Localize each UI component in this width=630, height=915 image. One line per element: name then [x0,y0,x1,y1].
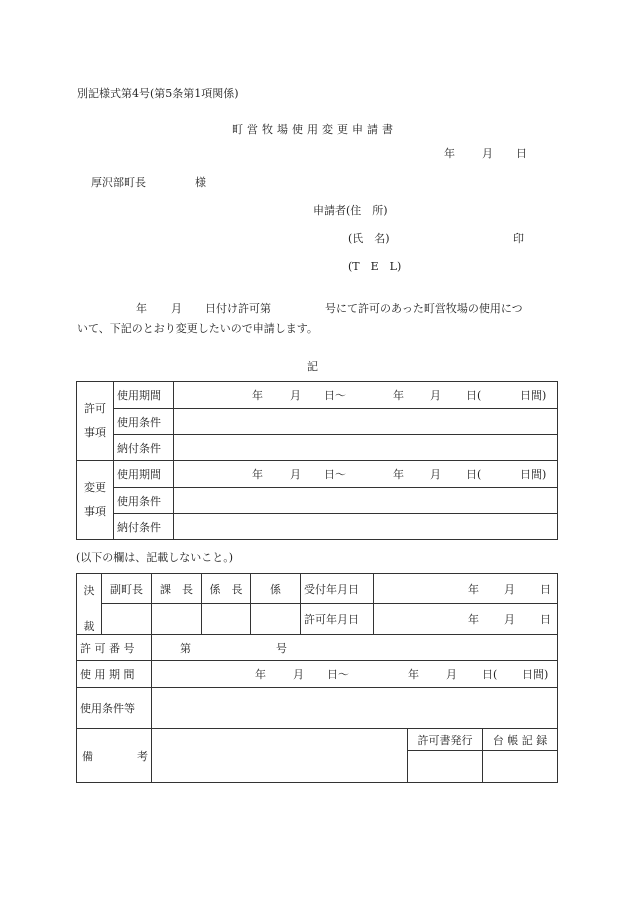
period-year-to: 年 [393,389,404,402]
period-tilde: ～ [335,389,346,402]
conditions-value [152,688,558,729]
table-row [77,488,558,514]
ki-heading: 記 [307,360,318,373]
period-tilde: ～ [335,468,346,481]
period-tilde: ～ [338,668,349,681]
date-day: 日 [540,582,551,596]
period-day-from: 日 [327,668,338,681]
change-row-label: 使用条件 [114,488,174,514]
addressee-name: 厚沢部町長 [91,176,146,189]
table-row [77,729,558,751]
period-month-to: 月 [446,668,457,681]
subsection-chief-stamp [202,604,251,635]
period-days-close: 日間) [520,468,547,481]
permit-heading-2: 事項 [84,426,106,439]
applicant-address-label: 申請者(住 所) [313,204,388,217]
ledger-cell [483,751,558,783]
conditions-label: 使用条件等 [77,688,152,729]
permit-row-label: 納付条件 [114,435,174,461]
change-conditions-value [174,488,558,514]
addressee-honorific: 様 [195,176,206,189]
staff-stamp [251,604,301,635]
remarks-char-2: 考 [137,749,148,763]
period-label: 使 用 期 間 [77,661,152,688]
table-row [77,574,558,604]
staff-header: 係 [251,574,301,604]
date-year: 年 [468,613,479,626]
table-row [77,514,558,540]
table-row [77,661,558,688]
date-year: 年 [468,582,479,596]
permit-row-label: 使用期間 [114,382,174,409]
subsection-chief-header: 係 長 [202,574,251,604]
table-row [77,635,558,661]
kessai-char-2: 裁 [83,620,95,633]
permit-number-label: 許 可 番 号 [77,635,152,661]
period-day-to: 日( [482,668,498,681]
table-row [77,461,558,488]
permit-date-value [374,604,558,635]
period-day-from: 日 [324,468,335,481]
office-use-note: (以下の欄は、記載しないこと。) [76,551,234,564]
applicant-tel-label: (T E L) [348,260,402,273]
deputy-mayor-stamp [102,604,152,635]
permit-number-dai: 第 [180,641,191,655]
period-month-to: 月 [430,468,441,481]
period-year-from: 年 [252,468,263,481]
period-year-from: 年 [255,668,266,681]
section-chief-stamp [152,604,202,635]
period-year-to: 年 [408,668,419,681]
form-title: 町営牧場使用変更申請書 [232,123,397,136]
received-date-label: 受付年月日 [301,574,374,604]
table-row [77,435,558,461]
date-month: 月 [504,582,515,596]
permit-conditions-value [174,409,558,435]
remarks-label [77,729,152,783]
period-month-from: 月 [290,389,301,402]
deputy-mayor-header: 副町長 [102,574,152,604]
change-payment-value [174,514,558,540]
permit-row-label: 使用条件 [114,409,174,435]
permit-heading-1: 許可 [84,402,106,415]
date-month: 月 [482,147,493,160]
date-year: 年 [444,147,455,160]
office-use-table [76,573,558,783]
body-number-text: 号にて許可のあった町営牧場の使用につ [325,302,523,315]
date-month: 月 [504,613,515,626]
date-day: 日 [516,147,527,160]
kessai-char-1: 決 [83,584,95,597]
table-row [77,382,558,409]
form-reference: 別記様式第4号(第5条第1項関係) [77,87,239,100]
table-row [77,604,558,635]
change-items-heading [77,461,114,540]
kessai-heading [77,574,102,635]
change-period-value [174,461,558,488]
date-day: 日 [540,613,551,626]
change-row-label: 使用期間 [114,461,174,488]
table-row [77,688,558,729]
period-year-from: 年 [252,389,263,402]
period-month-to: 月 [430,389,441,402]
table-row [77,409,558,435]
permit-change-table [76,381,558,540]
period-days-close: 日間) [522,668,549,681]
remarks-value [152,729,408,783]
period-value [152,661,558,688]
received-date-value [374,574,558,604]
permit-number-gou: 号 [276,641,287,655]
period-day-to: 日( [466,468,482,481]
permit-period-value [174,382,558,409]
body-month: 月 [171,302,182,315]
period-days-close: 日間) [520,389,547,402]
body-line-2: いて、下記のとおり変更したいので申請します。 [77,322,318,335]
period-month-from: 月 [293,668,304,681]
change-heading-2: 事項 [84,505,106,518]
section-chief-header: 課 長 [152,574,202,604]
change-row-label: 納付条件 [114,514,174,540]
body-year: 年 [136,302,147,315]
permit-number-value [152,635,558,661]
body-day-permit: 日付け許可第 [205,302,271,315]
permit-issue-header: 許可書発行 [408,729,483,751]
period-day-from: 日 [324,389,335,402]
period-day-to: 日( [466,389,482,402]
permit-payment-value [174,435,558,461]
seal-mark: 印 [513,232,524,245]
permit-issue-cell [408,751,483,783]
change-heading-1: 変更 [84,481,106,494]
permit-date-label: 許可年月日 [301,604,374,635]
period-year-to: 年 [393,468,404,481]
permit-items-heading [77,382,114,461]
ledger-header: 台 帳 記 録 [483,729,558,751]
applicant-name-label: (氏 名) [348,232,390,245]
remarks-char-1: 備 [82,749,93,763]
period-month-from: 月 [290,468,301,481]
